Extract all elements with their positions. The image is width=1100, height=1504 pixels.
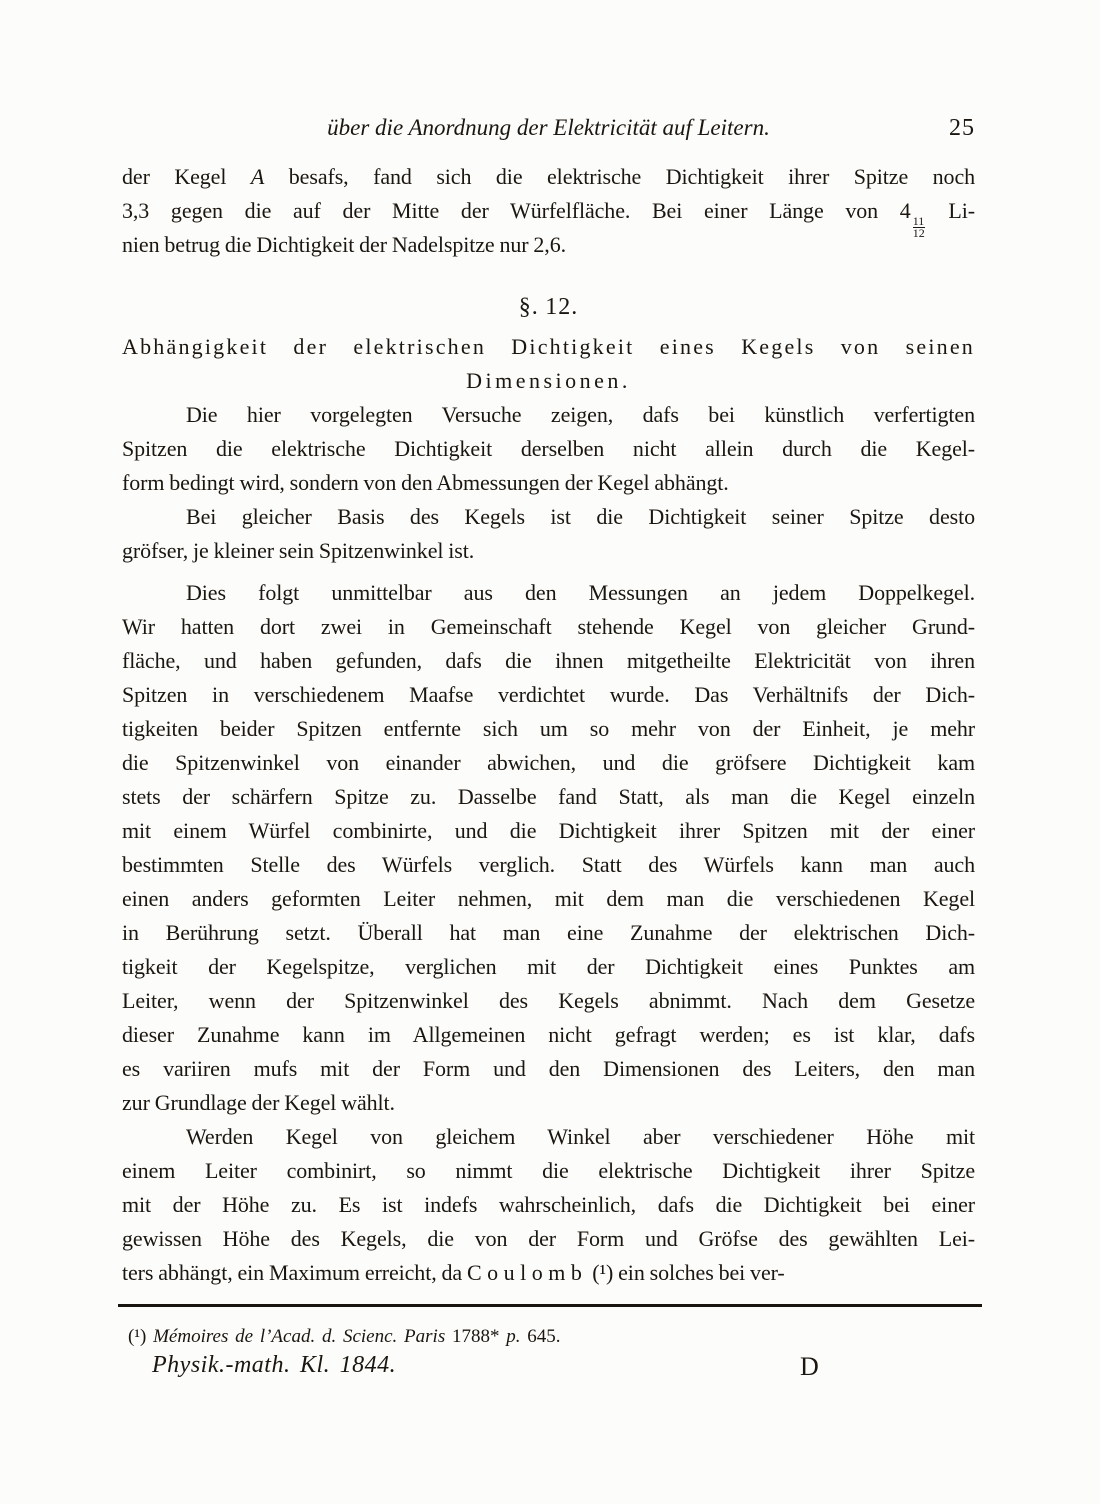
text-line — [122, 1120, 975, 1154]
text-line — [122, 1188, 975, 1222]
text-segment: gewissen Höhe des Kegels, die von der Form und Gröfse des gewählten Lei- — [122, 1226, 975, 1251]
text-segment: Spitzen die elektrische Dichtigkeit derselben nicht allein durch die Kegel- — [122, 436, 975, 461]
section-mark: §. 12. — [518, 294, 579, 320]
text-segment: stets der schärfern Spitze zu. Dasselbe fand Statt, als man die Kegel einzeln — [122, 784, 975, 809]
text-line — [122, 1086, 975, 1120]
text-segment: 645. — [527, 1326, 561, 1347]
text-segment: fläche, und haben gefunden, dafs die ihnen mitgetheilte Elektricität von ihren — [122, 648, 975, 673]
text-segment: gröfser, je kleiner sein Spitzenwinkel ist. — [122, 538, 475, 563]
text-line — [122, 466, 975, 500]
running-header — [122, 112, 975, 146]
text-line — [128, 1324, 828, 1350]
text-line — [122, 534, 975, 568]
text-line — [122, 746, 975, 780]
text-line — [122, 1222, 975, 1256]
text-line — [122, 984, 975, 1018]
text-line — [122, 500, 975, 534]
text-segment: es variiren mufs mit der Form und den Dimensionen des Leiters, den man — [122, 1056, 975, 1081]
text-line — [122, 160, 975, 194]
text-segment: nien betrug die Dichtigkeit der Nadelspitze nur 2,6. — [122, 232, 566, 257]
text-line — [122, 712, 975, 746]
text-segment: bestimmten Stelle des Würfels verglich. Statt des Würfels kann man auch — [122, 852, 975, 877]
footnote-rule — [118, 1304, 982, 1307]
text-segment: A — [250, 164, 265, 189]
text-line — [122, 950, 975, 984]
text-segment: tigkeiten beider Spitzen entfernte sich um so mehr von der Einheit, je mehr — [122, 716, 975, 741]
text-segment: form bedingt wird, sondern von den Abmessungen der Kegel abhängt. — [122, 470, 729, 495]
text-segment: der Kegel — [122, 164, 251, 189]
signature-line: Physik.-math. Kl. 1844. — [152, 1352, 397, 1378]
text-segment: tigkeit der Kegelspitze, verglichen mit der Dichtigkeit eines Punktes am — [122, 954, 975, 979]
text-line — [122, 432, 975, 466]
text-line — [122, 678, 975, 712]
footnote — [128, 1324, 828, 1350]
body-text — [122, 160, 975, 1290]
text-segment: zur Grundlage der Kegel wählt. — [122, 1090, 395, 1115]
section-heading — [122, 330, 975, 398]
text-line — [122, 780, 975, 814]
text-segment: in Berührung setzt. Überall hat man eine Zunahme der elektrischen Dich- — [122, 920, 975, 945]
section-heading-line1: Abhängigkeit der elektrischen Dichtigkeit eines Kegels von seinen — [122, 334, 975, 359]
text-line — [122, 398, 975, 432]
text-segment: einem Leiter combinirt, so nimmt die elektrische Dichtigkeit ihrer Spitze — [122, 1158, 975, 1183]
text-line — [122, 1256, 975, 1290]
text-segment: mit der Höhe zu. Es ist indefs wahrscheinlich, dafs die Dichtigkeit bei einer — [122, 1192, 975, 1217]
text-segment: 3,3 gegen die auf der Mitte der Würfelfläche. Bei einer Länge von 4 — [122, 198, 911, 223]
text-segment: (¹) — [128, 1326, 154, 1347]
text-segment: dieser Zunahme kann im Allgemeinen nicht gefragt werden; es ist klar, dafs — [122, 1022, 975, 1047]
text-segment: die Spitzenwinkel von einander abwichen, und die gröfsere Dichtigkeit kam — [122, 750, 975, 775]
text-line — [122, 1052, 975, 1086]
text-segment: p. — [506, 1326, 528, 1347]
text-segment: besafs, fand sich die elektrische Dichtigkeit ihrer Spitze noch — [264, 164, 976, 189]
text-segment: Wir hatten dort zwei in Gemeinschaft stehende Kegel von gleicher Grund- — [122, 614, 975, 639]
text-line — [122, 882, 975, 916]
paragraph — [122, 500, 975, 568]
text-segment: Werden Kegel von gleichem Winkel aber verschiedener Höhe mit — [186, 1124, 975, 1149]
text-line — [122, 916, 975, 950]
text-line — [122, 1018, 975, 1052]
paragraph — [122, 576, 975, 1120]
text-segment: 1788* — [451, 1326, 507, 1347]
text-line — [122, 814, 975, 848]
text-segment: Dies folgt unmittelbar aus den Messungen an jedem Doppelkegel. — [186, 580, 975, 605]
text-line — [122, 1154, 975, 1188]
stacked-fraction: $\frac{11}{12}$ — [912, 214, 925, 240]
text-segment: Bei gleicher Basis des Kegels ist die Dichtigkeit seiner Spitze desto — [186, 504, 975, 529]
paragraph — [122, 1120, 975, 1290]
text-segment: Li- — [926, 198, 975, 223]
section-heading-line2: Dimensionen. — [466, 368, 631, 393]
text-segment: Spitzen in verschiedenem Maafse verdichtet wurde. Das Verhältnifs der Dich- — [122, 682, 975, 707]
text-line — [122, 194, 975, 240]
text-segment: Die hier vorgelegten Versuche zeigen, dafs bei künstlich verfertigten — [186, 402, 975, 427]
text-line — [122, 644, 975, 678]
running-title: über die Anordnung der Elektricität auf Leitern. — [327, 115, 770, 140]
text-line — [122, 228, 975, 262]
text-line — [122, 610, 975, 644]
text-segment: Coulomb — [466, 1260, 588, 1285]
text-segment: ters abhängt, ein Maximum erreicht, da — [122, 1260, 467, 1285]
paragraph-continuation — [122, 160, 975, 262]
text-line — [122, 848, 975, 882]
text-segment: mit einem Würfel combinirte, und die Dichtigkeit ihrer Spitzen mit der einer — [122, 818, 975, 843]
catchword: D — [800, 1352, 819, 1381]
text-segment: (¹) ein solches bei ver- — [587, 1260, 785, 1285]
text-line — [122, 576, 975, 610]
text-segment: Mémoires de l’Acad. d. Scienc. Paris — [153, 1326, 452, 1347]
page-number: 25 — [949, 115, 975, 141]
paragraph — [122, 398, 975, 500]
text-segment: einen anders geformten Leiter nehmen, mit dem man die verschiedenen Kegel — [122, 886, 975, 911]
text-segment: Leiter, wenn der Spitzenwinkel des Kegels abnimmt. Nach dem Gesetze — [122, 988, 975, 1013]
